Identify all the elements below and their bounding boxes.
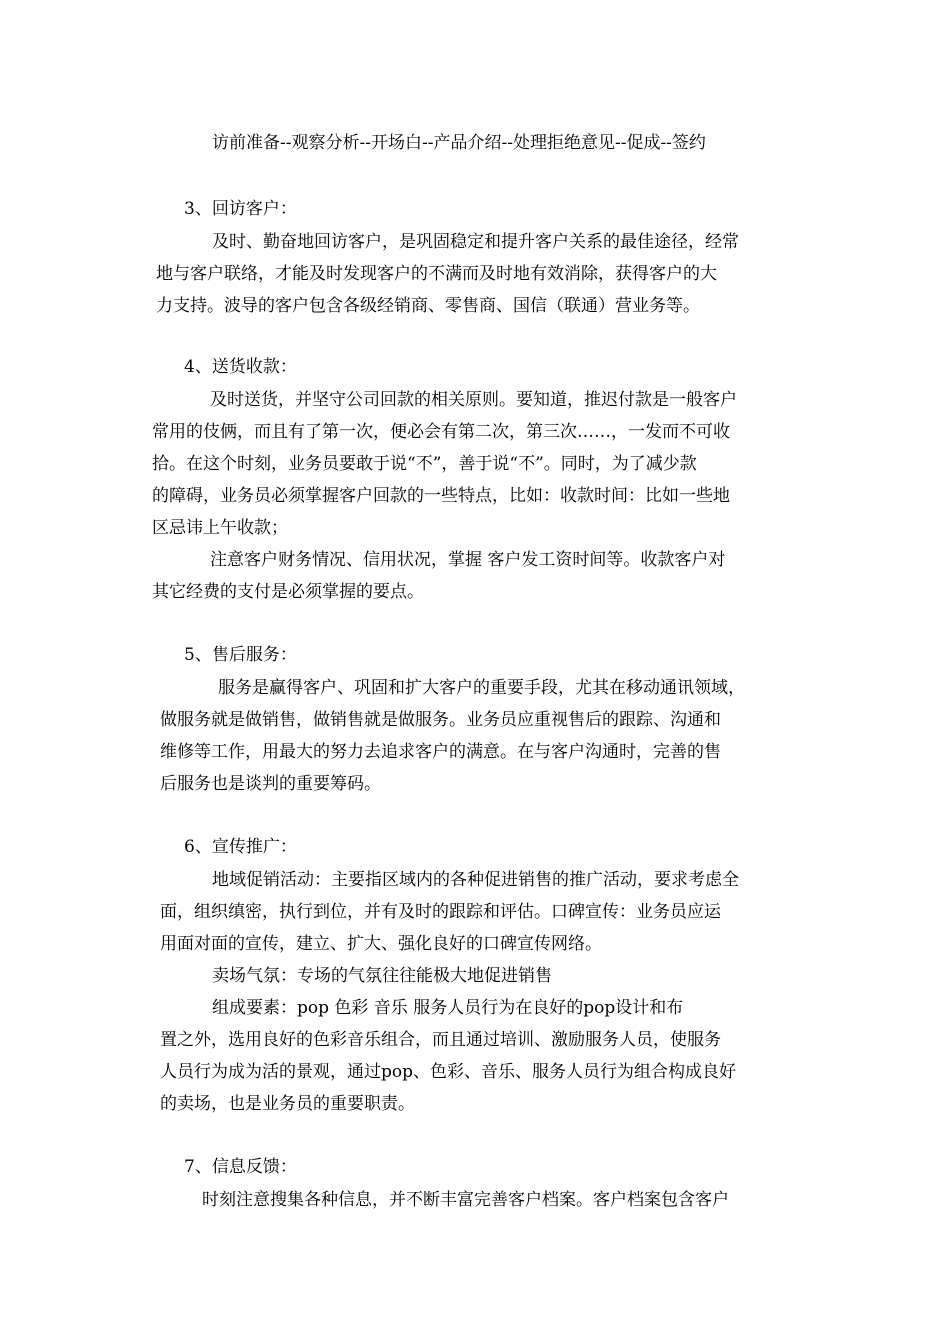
section-4-line-6: 注意客户财务情况、信用状况，掌握 客户发工资时间等。收款客户对	[210, 550, 726, 570]
section-3-line-3: 力支持。波导的客户包含各级经销商、零售商、国信（联通）营业务等。	[156, 296, 700, 316]
section-4-line-7: 其它经费的支付是必须掌握的要点。	[152, 582, 424, 602]
section-heading-4: 4、送货收款：	[184, 357, 297, 377]
section-heading-7: 7、信息反馈：	[184, 1157, 297, 1177]
section-5-line-4: 后服务也是谈判的重要筹码。	[160, 774, 381, 794]
section-6-line-6: 置之外，选用良好的色彩音乐组合，而且通过培训、激励服务人员，使服务	[160, 1030, 721, 1050]
section-4-line-2: 常用的伎俩，而且有了第一次，便必会有第二次，第三次……，一发而不可收	[152, 422, 730, 442]
section-6-line-3: 用面对面的宣传，建立、扩大、强化良好的口碑宣传网络。	[160, 934, 602, 954]
section-heading-5: 5、售后服务：	[184, 645, 297, 665]
section-6-line-5: 组成要素：pop 色彩 音乐 服务人员行为在良好的pop设计和布	[212, 998, 684, 1018]
section-6-line-1: 地域促销活动：主要指区域内的各种促进销售的推广活动，要求考虑全	[212, 870, 739, 890]
section-heading-3: 3、回访客户：	[184, 199, 297, 219]
section-5-line-2: 做服务就是做销售，做销售就是做服务。业务员应重视售后的跟踪、沟通和	[160, 710, 721, 730]
section-4-line-5: 区忌讳上午收款；	[152, 518, 288, 538]
section-3-line-2: 地与客户联络，才能及时发现客户的不满而及时地有效消除，获得客户的大	[156, 264, 717, 284]
section-6-line-4: 卖场气氛：专场的气氛往往能极大地促进销售	[212, 966, 552, 986]
section-6-line-2: 面，组织缜密，执行到位，并有及时的跟踪和评估。口碑宣传：业务员应运	[160, 902, 721, 922]
section-5-line-3: 维修等工作，用最大的努力去追求客户的满意。在与客户沟通时，完善的售	[160, 742, 721, 762]
section-7-line-1: 时刻注意搜集各种信息，并不断丰富完善客户档案。客户档案包含客户	[202, 1190, 729, 1210]
section-6-line-8: 的卖场，也是业务员的重要职责。	[160, 1094, 415, 1114]
section-6-line-7: 人员行为成为活的景观，通过pop、色彩、音乐、服务人员行为组合构成良好	[160, 1062, 736, 1082]
section-4-line-3: 拾。在这个时刻，业务员要敢于说“不”，善于说“不”。同时，为了减少款	[152, 454, 697, 474]
section-4-line-4: 的障碍，业务员必须掌握客户回款的一些特点，比如：收款时间：比如一些地	[152, 486, 730, 506]
section-3-line-1: 及时、勤奋地回访客户，是巩固稳定和提升客户关系的最佳途径，经常	[212, 232, 739, 252]
section-5-line-1: 服务是赢得客户、巩固和扩大客户的重要手段，尤其在移动通讯领域，	[218, 678, 745, 698]
process-flow-line: 访前准备--观察分析--开场白--产品介绍--处理拒绝意见--促成--签约	[212, 133, 706, 153]
section-heading-6: 6、宣传推广：	[184, 837, 297, 857]
section-4-line-1: 及时送货，并坚守公司回款的相关原则。要知道，推迟付款是一般客户	[210, 390, 737, 410]
